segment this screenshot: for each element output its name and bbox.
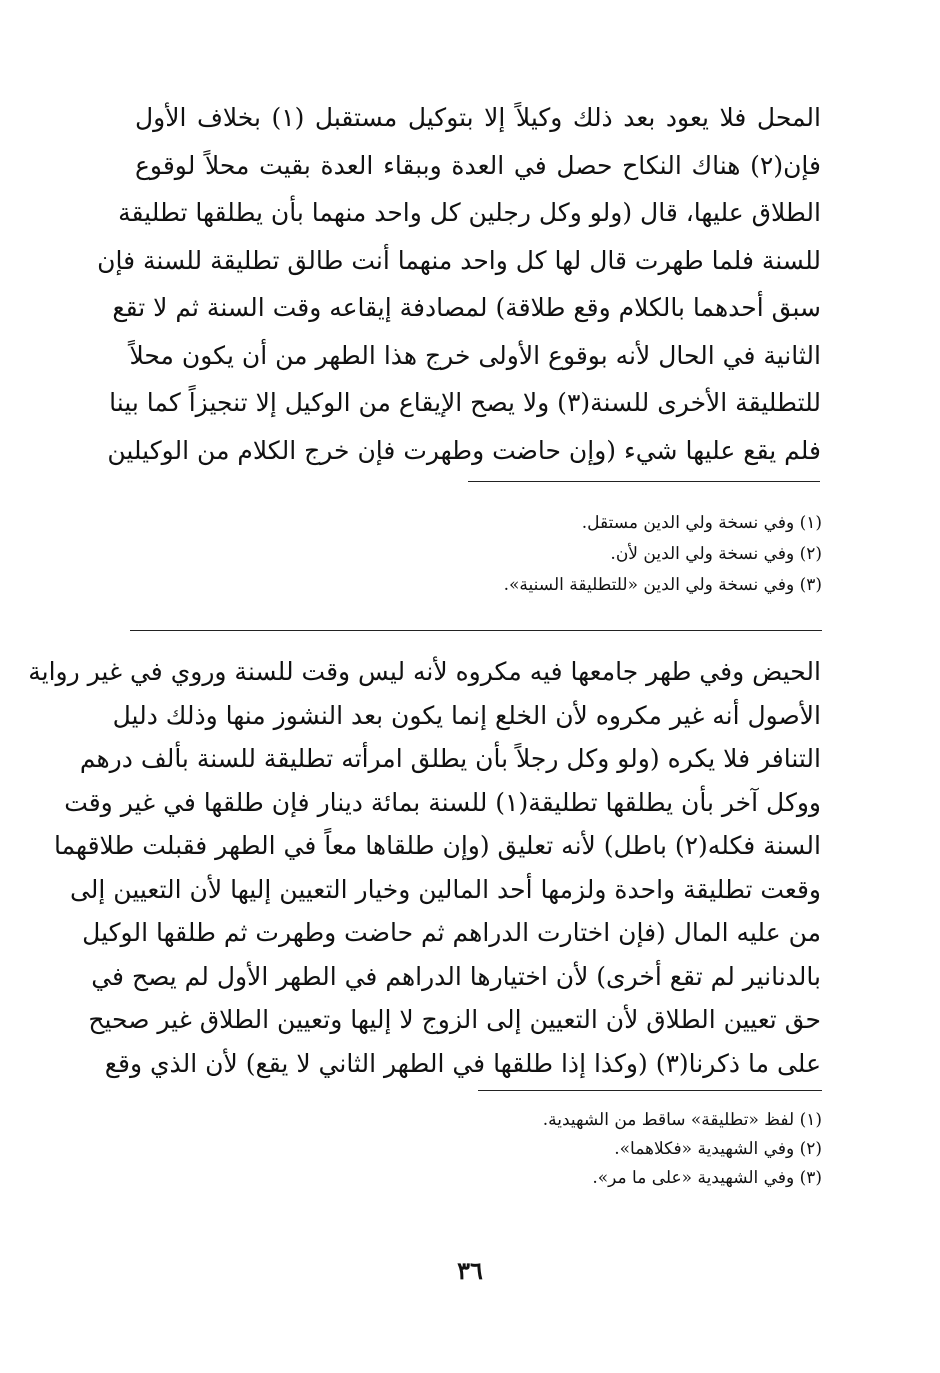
text-line: من عليه المال (فإن اختارت الدراهم ثم حاضت وطهرت ثم طلقها الوكيل <box>82 918 821 947</box>
lower-body-text <box>28 650 821 1085</box>
lower-footnotes <box>543 1106 822 1193</box>
text-line: حق تعيين الطلاق لأن التعيين إلى الزوج لا إليها وتعيين الطلاق غير صحيح <box>88 1005 821 1034</box>
text-line: ووكل آخر بأن يطلقها تطليقة(١) للسنة بمائة دينار فإن طلقها في غير وقت <box>64 787 821 817</box>
footnote-separator <box>478 1090 822 1091</box>
text-line: السنة فكله(٢) باطل) لأنه تعليق (وإن طلقاها معاً في الطهر فقبلت طلاقهما <box>53 831 821 860</box>
text-line: المحل فلا يعود بعد ذلك وكيلاً إلا بتوكيل مستقبل (١) بخلاف الأول <box>135 103 821 132</box>
footnote: (١) لفظ «تطليقة» ساقط من الشهيدية. <box>542 1110 822 1130</box>
text-line: وقعت تطليقة واحدة ولزمها أحد المالين وخيار التعيين إليها لأن التعيين إلى <box>69 874 821 904</box>
text-line: الثانية في الحال لأنه بوقوع الأولى خرج هذا الطهر من أن يكون محلاً <box>129 340 821 370</box>
footnote: (٢) وفي نسخة ولي الدين لأن. <box>610 544 822 564</box>
text-line: الحيض وفي طهر جامعها فيه مكروه لأنه ليس وقت للسنة وروي في غير رواية <box>28 657 821 686</box>
footnote: (٣) وفي نسخة ولي الدين «للتطليقة السنية». <box>503 575 822 595</box>
page-number: ٣٦ <box>457 1256 483 1285</box>
footnote: (٣) وفي الشهيدية «على ما مر». <box>592 1168 822 1188</box>
text-line: سبق أحدهما بالكلام وقع طلاقة) لمصادفة إيقاعه وقت السنة ثم لا تقع <box>112 293 821 322</box>
text-line: الأصول أنه غير مكروه لأن الخلع إنما يكون بعد النشوز منها وذلك دليل <box>112 700 821 730</box>
upper-footnotes <box>504 508 822 601</box>
footnote: (١) وفي نسخة ولي الدين مستقل. <box>581 513 822 533</box>
text-line: بالدنانير لم تقع أخرى) لأن اختيارها الدراهم في الطهر الأول لم يصح في <box>91 961 821 991</box>
text-line: على ما ذكرنا(٣) (وكذا إذا طلقها في الطهر الثاني لا يقع) لأن الذي وقع <box>104 1048 821 1078</box>
footnote-separator <box>468 481 820 482</box>
upper-body-text <box>97 94 821 474</box>
text-line: فإن(٢) هناك النكاح حصل في العدة وببقاء العدة بقيت محلاً لوقوع <box>135 150 821 180</box>
section-divider <box>130 630 822 631</box>
text-line: التنافر فلا يكره (ولو وكل رجلاً بأن يطلق امرأته تطليقة للسنة بألف درهم <box>79 744 821 773</box>
text-line: الطلاق عليها، قال (ولو وكل رجلين كل واحد منهما بأن يطلقها تطليقة <box>118 198 821 227</box>
text-line: للسنة فلما طهرت قال لها كل واحد منهما أنت طالق تطليقة للسنة فإن <box>97 245 821 275</box>
text-line: للتطليقة الأخرى للسنة(٣) ولا يصح الإيقاع من الوكيل إلا تنجيزاً كما بينا <box>109 388 821 417</box>
footnote: (٢) وفي الشهيدية «فكلاهما». <box>614 1139 822 1159</box>
text-line: فلم يقع عليها شيء (وإن حاضت وطهرت فإن خرج الكلام من الوكيلين <box>107 435 821 465</box>
